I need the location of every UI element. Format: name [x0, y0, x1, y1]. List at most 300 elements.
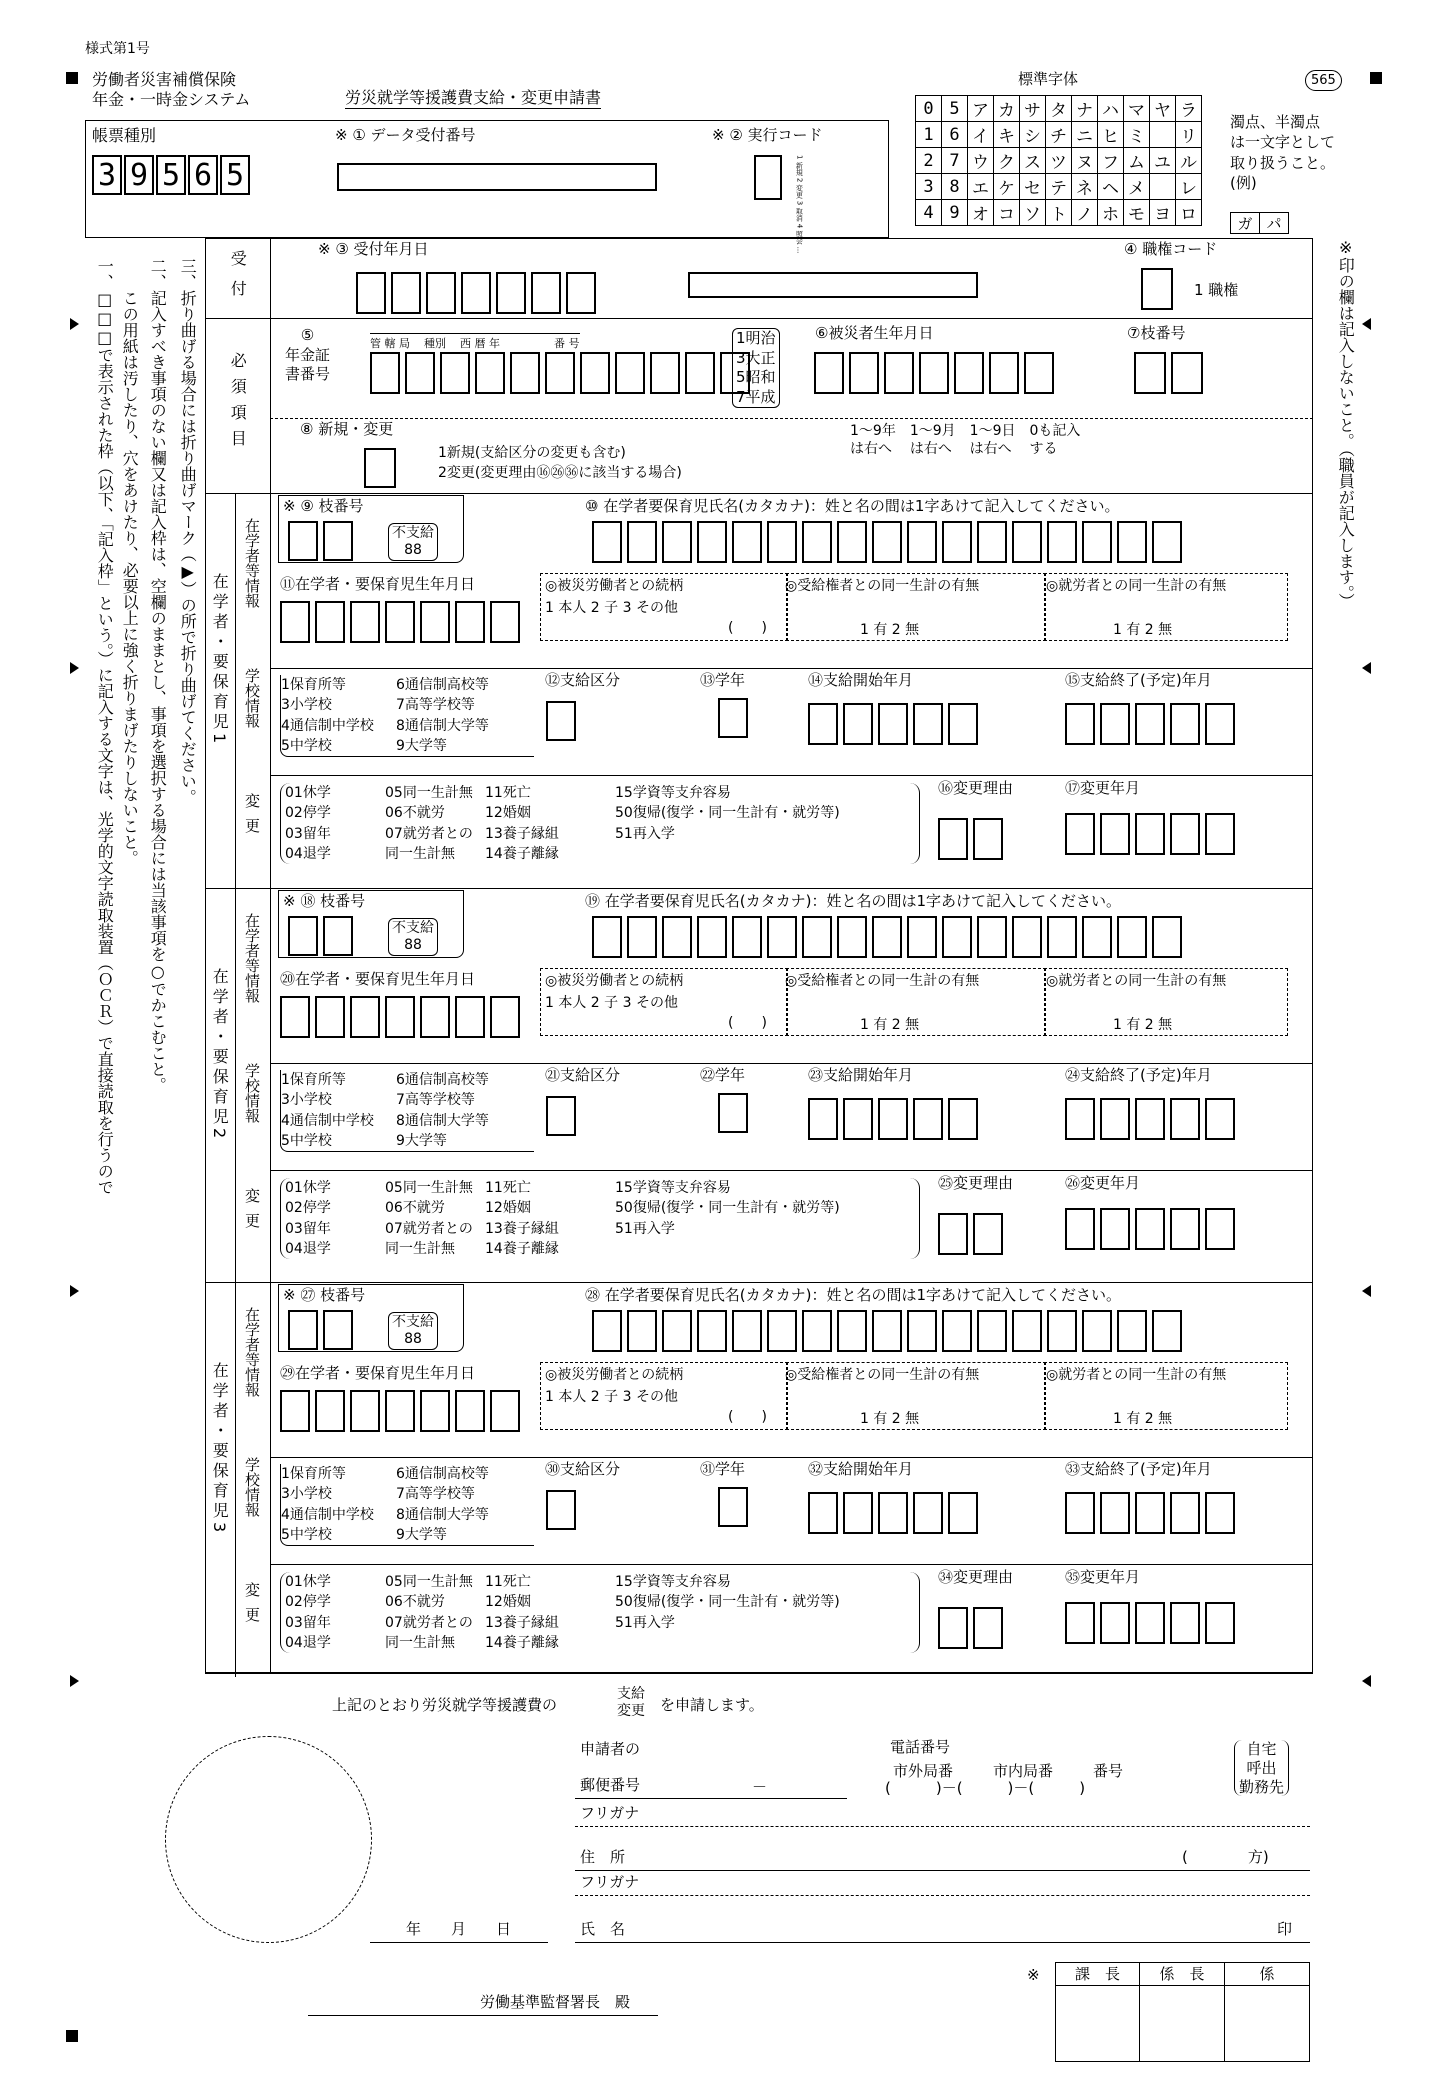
input-cell[interactable]: [837, 1310, 867, 1352]
input-cell[interactable]: [872, 916, 902, 958]
input-cell[interactable]: [1152, 916, 1182, 958]
input-cell[interactable]: [1100, 1492, 1130, 1534]
fold-mark-icon: [1362, 318, 1371, 330]
end-ym-cells[interactable]: [1065, 703, 1235, 745]
branch-cells[interactable]: [288, 1310, 353, 1350]
input-cell[interactable]: [732, 521, 762, 563]
branch-cells[interactable]: [288, 916, 353, 956]
name-cells[interactable]: [592, 1310, 1182, 1352]
fill-notes: [850, 422, 1080, 458]
same-household-options[interactable]: 1 有 2 無: [860, 1411, 920, 1427]
input-cell[interactable]: [1117, 916, 1147, 958]
addressee-line: [308, 2015, 658, 2016]
std-char-cell: 6: [942, 122, 968, 148]
input-cell[interactable]: [1100, 1098, 1130, 1140]
input-cell[interactable]: [1170, 1492, 1200, 1534]
start-ym-label: ㉜支給開始年月: [808, 1460, 914, 1478]
relation-options: 1 本人 2 子 3 その他: [545, 1389, 678, 1405]
input-cell[interactable]: [545, 352, 575, 394]
input-cell[interactable]: [1170, 703, 1200, 745]
input-cell[interactable]: [843, 703, 873, 745]
pension-no-cells[interactable]: [370, 352, 750, 394]
input-cell[interactable]: [350, 601, 380, 643]
exec-code-note: 1 新規 2 変更 3 取消 4 照会 ...: [795, 155, 804, 254]
input-cell[interactable]: [1065, 1208, 1095, 1250]
fold-mark-icon: [70, 662, 79, 674]
input-cell[interactable]: [973, 1213, 1003, 1255]
input-cell[interactable]: [1024, 352, 1054, 394]
worker-household-options[interactable]: 1 有 2 無: [1113, 622, 1173, 638]
std-char-cell: ケ: [994, 174, 1020, 200]
std-char-cell: ヒ: [1098, 122, 1124, 148]
change-reason-cells[interactable]: [938, 1213, 1003, 1255]
input-cell[interactable]: [455, 996, 485, 1038]
input-cell[interactable]: [1152, 1310, 1182, 1352]
date-label: 年 月 日: [406, 1920, 512, 1938]
divider: [235, 888, 236, 1283]
std-char-cell: ヤ: [1150, 96, 1176, 122]
input-cell[interactable]: [662, 916, 692, 958]
input-cell[interactable]: [1100, 813, 1130, 855]
input-cell[interactable]: [288, 916, 318, 956]
form-type-label: 帳票種別: [92, 126, 157, 145]
fold-mark-icon: [1362, 1285, 1371, 1297]
input-cell[interactable]: [650, 352, 680, 394]
change-reason-label: ㉕変更理由: [938, 1174, 1014, 1192]
input-cell[interactable]: [440, 352, 470, 394]
std-char-cell: ネ: [1072, 174, 1098, 200]
input-cell[interactable]: [1065, 1602, 1095, 1644]
input-cell[interactable]: [942, 1310, 972, 1352]
input-cell[interactable]: [280, 1390, 310, 1432]
input-cell[interactable]: [356, 272, 386, 314]
input-cell[interactable]: [426, 272, 456, 314]
input-cell[interactable]: [315, 996, 345, 1038]
input-cell[interactable]: [1100, 1602, 1130, 1644]
form-type-value: [92, 155, 252, 195]
input-cell[interactable]: [938, 818, 968, 860]
approval-table: 課 長 係 長 係: [1055, 1962, 1310, 2062]
input-cell[interactable]: [872, 521, 902, 563]
dakuten-note: 濁点、半濁点 は一文字として 取り扱うこと。 (例): [1230, 113, 1336, 192]
child-birth-cells[interactable]: [280, 601, 520, 643]
input-cell[interactable]: [872, 1310, 902, 1352]
start-ym-label: ㉓支給開始年月: [808, 1066, 914, 1084]
divider: [270, 418, 1313, 419]
divider: [270, 775, 1313, 776]
name-label: ⑲ 在学者要保育児氏名(カタカナ)：姓と名の間は1字あけて記入してください。: [585, 892, 1122, 910]
input-cell[interactable]: [323, 521, 353, 561]
input-cell[interactable]: [1047, 916, 1077, 958]
input-cell[interactable]: [767, 521, 797, 563]
input-cell[interactable]: [280, 601, 310, 643]
divider: [575, 1826, 1310, 1827]
input-cell[interactable]: [907, 521, 937, 563]
input-cell[interactable]: [913, 1492, 943, 1534]
birth-cells[interactable]: [814, 352, 1054, 394]
child-birth-cells[interactable]: [280, 1390, 520, 1432]
branch-cells[interactable]: [1134, 352, 1203, 394]
right-note: ※印の欄は記入しないこと。（職員が記入します。）: [1336, 238, 1356, 609]
input-cell[interactable]: [1135, 1098, 1165, 1140]
input-cell[interactable]: [420, 996, 450, 1038]
end-ym-cells[interactable]: [1065, 1492, 1235, 1534]
input-cell[interactable]: [1205, 1098, 1235, 1140]
input-cell[interactable]: [1205, 1492, 1235, 1534]
input-cell[interactable]: [1135, 813, 1165, 855]
input-cell[interactable]: [315, 1390, 345, 1432]
input-cell[interactable]: [288, 521, 318, 561]
input-cell[interactable]: [1100, 1208, 1130, 1250]
input-cell[interactable]: [802, 1310, 832, 1352]
name-line[interactable]: [575, 1942, 1310, 1943]
input-cell[interactable]: [878, 1098, 908, 1140]
input-cell[interactable]: [350, 1390, 380, 1432]
input-cell[interactable]: [973, 1607, 1003, 1649]
relation-options: 1 本人 2 子 3 その他: [545, 600, 678, 616]
input-cell[interactable]: [280, 996, 310, 1038]
input-cell[interactable]: [592, 916, 622, 958]
input-cell[interactable]: [843, 1098, 873, 1140]
input-cell[interactable]: [697, 521, 727, 563]
input-cell[interactable]: [420, 601, 450, 643]
divider: [205, 1673, 1313, 1674]
end-ym-cells[interactable]: [1065, 1098, 1235, 1140]
std-char-cell: レ: [1176, 174, 1202, 200]
start-ym-cells[interactable]: [808, 1098, 978, 1140]
input-cell[interactable]: [919, 352, 949, 394]
form-number: 様式第1号: [85, 41, 150, 57]
input-cell[interactable]: [843, 1492, 873, 1534]
input-cell[interactable]: [592, 1310, 622, 1352]
change-reason-options: 01休学 05同一生計無 11死亡 15学資等支弁容易 02停学 06不就労 12婚姻 50復帰(復学・同一生計有・就労等) 03留年 07就労者との 13養子縁組 51再入学 04退学 同一生計無 14養子離縁: [280, 1178, 920, 1259]
input-cell[interactable]: [323, 1310, 353, 1350]
input-cell[interactable]: [1135, 703, 1165, 745]
pay-class-field[interactable]: [546, 1490, 576, 1530]
input-cell[interactable]: [907, 1310, 937, 1352]
input-cell[interactable]: [948, 703, 978, 745]
school-info-label: 学校情報: [243, 1063, 261, 1123]
apply-text-post: を申請します。: [660, 1696, 764, 1714]
branch-label: ※ ㉗ 枝番号: [283, 1286, 366, 1304]
std-char-cell: カ: [994, 96, 1020, 122]
std-char-cell: コ: [994, 200, 1020, 226]
date-line[interactable]: [370, 1942, 548, 1943]
input-cell[interactable]: [592, 521, 622, 563]
input-cell[interactable]: [385, 1390, 415, 1432]
child-birth-label: ⑳在学者・要保育児生年月日: [280, 970, 476, 988]
input-cell[interactable]: [884, 352, 914, 394]
worker-household-options[interactable]: 1 有 2 無: [1113, 1411, 1173, 1427]
input-cell[interactable]: [837, 521, 867, 563]
child-group-label: 在学者・要保育児3: [210, 1362, 230, 1537]
input-cell[interactable]: [615, 352, 645, 394]
input-cell[interactable]: [913, 1098, 943, 1140]
input-cell[interactable]: [490, 996, 520, 1038]
phone-field[interactable]: ( )－( )－( ): [885, 1779, 1086, 1797]
relation-other-field[interactable]: ( ): [728, 1015, 767, 1031]
relation-other-field[interactable]: ( ): [728, 1409, 767, 1425]
fill-note: 1～9年 は右へ: [850, 423, 896, 458]
end-ym-label: ㉔支給終了(予定)年月: [1065, 1066, 1212, 1084]
input-cell[interactable]: [1205, 813, 1235, 855]
input-cell[interactable]: [954, 352, 984, 394]
input-cell[interactable]: [627, 521, 657, 563]
std-char-cell: ヨ: [1150, 200, 1176, 226]
input-cell[interactable]: [1082, 1310, 1112, 1352]
input-cell[interactable]: [1065, 1492, 1095, 1534]
std-char-cell: 5: [942, 96, 968, 122]
input-cell[interactable]: [942, 521, 972, 563]
input-cell[interactable]: [878, 1492, 908, 1534]
fold-mark-icon: [1362, 1675, 1371, 1687]
dakuten-example: ガ パ: [1230, 212, 1289, 234]
same-household-label: ◎受給権者との同一生計の有無: [785, 973, 980, 989]
input-cell[interactable]: [1135, 1208, 1165, 1250]
data-no-field[interactable]: [337, 163, 657, 191]
input-cell[interactable]: [977, 1310, 1007, 1352]
change-label: 変更: [243, 793, 261, 843]
fill-note: 1～9月 は右へ: [909, 423, 956, 458]
input-cell[interactable]: [350, 996, 380, 1038]
input-cell[interactable]: [1205, 1208, 1235, 1250]
input-cell[interactable]: [475, 352, 505, 394]
input-cell[interactable]: [767, 1310, 797, 1352]
input-cell[interactable]: [1170, 813, 1200, 855]
std-char-cell: メ: [1124, 174, 1150, 200]
input-cell[interactable]: [531, 272, 561, 314]
input-cell[interactable]: [732, 916, 762, 958]
input-cell[interactable]: [837, 916, 867, 958]
input-cell[interactable]: [510, 352, 540, 394]
input-cell[interactable]: [1152, 521, 1182, 563]
std-char-cell: 9: [942, 200, 968, 226]
std-char-cell: ル: [1176, 148, 1202, 174]
start-ym-cells[interactable]: [808, 1492, 978, 1534]
input-cell[interactable]: [1171, 352, 1203, 394]
input-cell[interactable]: [814, 352, 844, 394]
address-line[interactable]: [575, 1870, 1310, 1871]
input-cell[interactable]: [420, 1390, 450, 1432]
branch-label: ※ ⑱ 枝番号: [283, 892, 366, 910]
era-options: 1明治 3大正 5昭和 7平成: [732, 328, 780, 408]
birth-label: ⑥被災者生年月日: [815, 324, 934, 342]
input-cell[interactable]: [878, 703, 908, 745]
input-cell[interactable]: [977, 521, 1007, 563]
input-cell[interactable]: [948, 1098, 978, 1140]
std-char-cell: フ: [1098, 148, 1124, 174]
input-cell[interactable]: [1082, 916, 1112, 958]
input-cell[interactable]: [802, 521, 832, 563]
std-char-row: [916, 122, 1202, 148]
start-ym-label: ⑭支給開始年月: [808, 671, 914, 689]
input-cell[interactable]: [808, 1098, 838, 1140]
input-cell[interactable]: [315, 601, 345, 643]
std-char-row: [916, 174, 1202, 200]
approval-mark: ※: [1027, 1966, 1040, 1984]
std-char-cell: ユ: [1150, 148, 1176, 174]
input-cell[interactable]: [288, 1310, 318, 1350]
divider: [270, 668, 1313, 669]
input-cell[interactable]: [370, 352, 400, 394]
postal-dash: －: [752, 1778, 768, 1796]
input-cell[interactable]: [323, 916, 353, 956]
input-cell[interactable]: [1065, 813, 1095, 855]
input-cell[interactable]: [977, 916, 1007, 958]
branch-cells[interactable]: [288, 521, 353, 561]
std-char-cell: ス: [1020, 148, 1046, 174]
input-cell[interactable]: [938, 1213, 968, 1255]
input-cell[interactable]: [948, 1492, 978, 1534]
grade-label: ⑬学年: [700, 671, 746, 689]
change-ym-label: ㉟変更年月: [1065, 1568, 1141, 1586]
input-cell[interactable]: [1205, 1602, 1235, 1644]
input-cell[interactable]: [385, 601, 415, 643]
corner-mark: [66, 72, 78, 84]
std-char-cell: ヘ: [1098, 174, 1124, 200]
input-cell[interactable]: [1012, 1310, 1042, 1352]
input-cell[interactable]: [973, 818, 1003, 860]
input-cell[interactable]: [1047, 521, 1077, 563]
relation-other-field[interactable]: ( ): [728, 620, 767, 636]
worker-household-label: ◎就労者との同一生計の有無: [1046, 973, 1227, 989]
school-type-options: 1保育所等 6通信制高校等 3小学校 7高等学校等 4通信制中学校 8通信制大学等 5中学校 9大学等: [280, 675, 534, 757]
input-cell[interactable]: [1082, 521, 1112, 563]
input-cell[interactable]: [1135, 1492, 1165, 1534]
reception-date-cells[interactable]: [356, 272, 596, 314]
input-cell[interactable]: [455, 1390, 485, 1432]
input-cell[interactable]: [1012, 521, 1042, 563]
input-cell[interactable]: [490, 601, 520, 643]
input-cell[interactable]: [385, 996, 415, 1038]
input-cell[interactable]: [989, 352, 1019, 394]
std-char-cell: 0: [916, 96, 942, 122]
phone-label: 電話番号: [890, 1738, 951, 1756]
pay-class-label: ㉚支給区分: [545, 1460, 621, 1478]
change-ym-label: ⑰変更年月: [1065, 779, 1141, 797]
child-birth-cells[interactable]: [280, 996, 520, 1038]
std-char-row: [916, 200, 1202, 226]
input-cell[interactable]: [1135, 1602, 1165, 1644]
input-cell[interactable]: [697, 916, 727, 958]
input-cell[interactable]: [1170, 1602, 1200, 1644]
input-cell[interactable]: [662, 521, 692, 563]
input-cell[interactable]: [1134, 352, 1166, 394]
input-cell[interactable]: [938, 1607, 968, 1649]
same-household-options[interactable]: 1 有 2 無: [860, 1017, 920, 1033]
worker-household-options[interactable]: 1 有 2 無: [1113, 1017, 1173, 1033]
input-cell[interactable]: [849, 352, 879, 394]
input-cell[interactable]: [627, 916, 657, 958]
input-cell[interactable]: [1065, 1098, 1095, 1140]
pay-class-field[interactable]: [546, 1096, 576, 1136]
std-char-cell: ホ: [1098, 200, 1124, 226]
input-cell[interactable]: [461, 272, 491, 314]
input-cell[interactable]: [580, 352, 610, 394]
name-cells[interactable]: [592, 916, 1182, 958]
new-change-field[interactable]: [364, 448, 396, 488]
input-cell[interactable]: [808, 1492, 838, 1534]
grade-label: ㉒学年: [700, 1066, 746, 1084]
change-reason-cells[interactable]: [938, 1607, 1003, 1649]
input-cell[interactable]: [391, 272, 421, 314]
input-cell[interactable]: [1205, 703, 1235, 745]
exec-code-field[interactable]: [754, 155, 782, 200]
input-cell[interactable]: [455, 601, 485, 643]
input-cell[interactable]: [913, 703, 943, 745]
divider: [575, 1895, 1310, 1896]
change-reason-cells[interactable]: [938, 818, 1003, 860]
std-font-label: 標準字体: [1018, 70, 1079, 88]
input-cell[interactable]: [566, 272, 596, 314]
instruction-3: 三、折り曲げる場合には折り曲げマーク（▶）の所で折り曲げてください。: [178, 258, 198, 805]
input-cell[interactable]: [1012, 916, 1042, 958]
form-title: 労災就学等援護費支給・変更申請書: [345, 88, 602, 107]
furigana-label-2: フリガナ: [580, 1873, 640, 1891]
change-ym-cells[interactable]: [1065, 1208, 1235, 1250]
input-cell[interactable]: [802, 916, 832, 958]
school-type-options: 1保育所等 6通信制高校等 3小学校 7高等学校等 4通信制中学校 8通信制大学等 5中学校 9大学等: [280, 1070, 534, 1152]
change-reason-label: ㉞変更理由: [938, 1568, 1014, 1586]
name-cells[interactable]: [592, 521, 1182, 563]
change-ym-cells[interactable]: [1065, 813, 1235, 855]
input-cell[interactable]: [732, 1310, 762, 1352]
input-cell[interactable]: [627, 1310, 657, 1352]
worker-household-label: ◎就労者との同一生計の有無: [1046, 1367, 1227, 1383]
input-cell[interactable]: [490, 1390, 520, 1432]
school-info-label: 学校情報: [243, 1457, 261, 1517]
input-cell[interactable]: [1170, 1098, 1200, 1140]
org-line2: 年金・一時金システム: [92, 90, 251, 109]
input-cell[interactable]: [405, 352, 435, 394]
grade-field[interactable]: [718, 1487, 748, 1527]
input-cell[interactable]: [697, 1310, 727, 1352]
pay-class-label: ㉑支給区分: [545, 1066, 621, 1084]
input-cell[interactable]: [942, 916, 972, 958]
form-type-digit: 3: [92, 155, 122, 195]
authority-field[interactable]: [1141, 268, 1173, 310]
input-cell[interactable]: [1047, 1310, 1077, 1352]
input-cell[interactable]: [907, 916, 937, 958]
input-cell[interactable]: [767, 916, 797, 958]
input-cell[interactable]: [1065, 703, 1095, 745]
input-cell[interactable]: [1117, 521, 1147, 563]
input-cell[interactable]: [662, 1310, 692, 1352]
reception-no-field[interactable]: [688, 272, 978, 298]
input-cell[interactable]: [1100, 703, 1130, 745]
input-cell[interactable]: [496, 272, 526, 314]
same-household-options[interactable]: 1 有 2 無: [860, 622, 920, 638]
grade-field[interactable]: [718, 698, 748, 738]
change-reason-options: 01休学 05同一生計無 11死亡 15学資等支弁容易 02停学 06不就労 12婚姻 50復帰(復学・同一生計有・就労等) 03留年 07就労者との 13養子縁組 51再入学 04退学 同一生計無 14養子離縁: [280, 1572, 920, 1653]
input-cell[interactable]: [685, 352, 715, 394]
change-reason-label: ⑯変更理由: [938, 779, 1014, 797]
pay-class-field[interactable]: [546, 701, 576, 741]
child-group-label: 在学者・要保育児1: [210, 573, 230, 748]
input-cell[interactable]: [1170, 1208, 1200, 1250]
change-ym-cells[interactable]: [1065, 1602, 1235, 1644]
std-char-row: [916, 96, 1202, 122]
org-line1: 労働者災害補償保険: [92, 70, 237, 89]
student-info-label: 在学者等情報: [243, 913, 261, 1003]
std-char-cell: ノ: [1072, 200, 1098, 226]
grade-field[interactable]: [718, 1093, 748, 1133]
input-cell[interactable]: [1117, 1310, 1147, 1352]
start-ym-cells[interactable]: [808, 703, 978, 745]
phone-parts: 市外局番 市内局番 番号: [893, 1762, 1124, 1780]
divider: [270, 1564, 1313, 1565]
input-cell[interactable]: [808, 703, 838, 745]
